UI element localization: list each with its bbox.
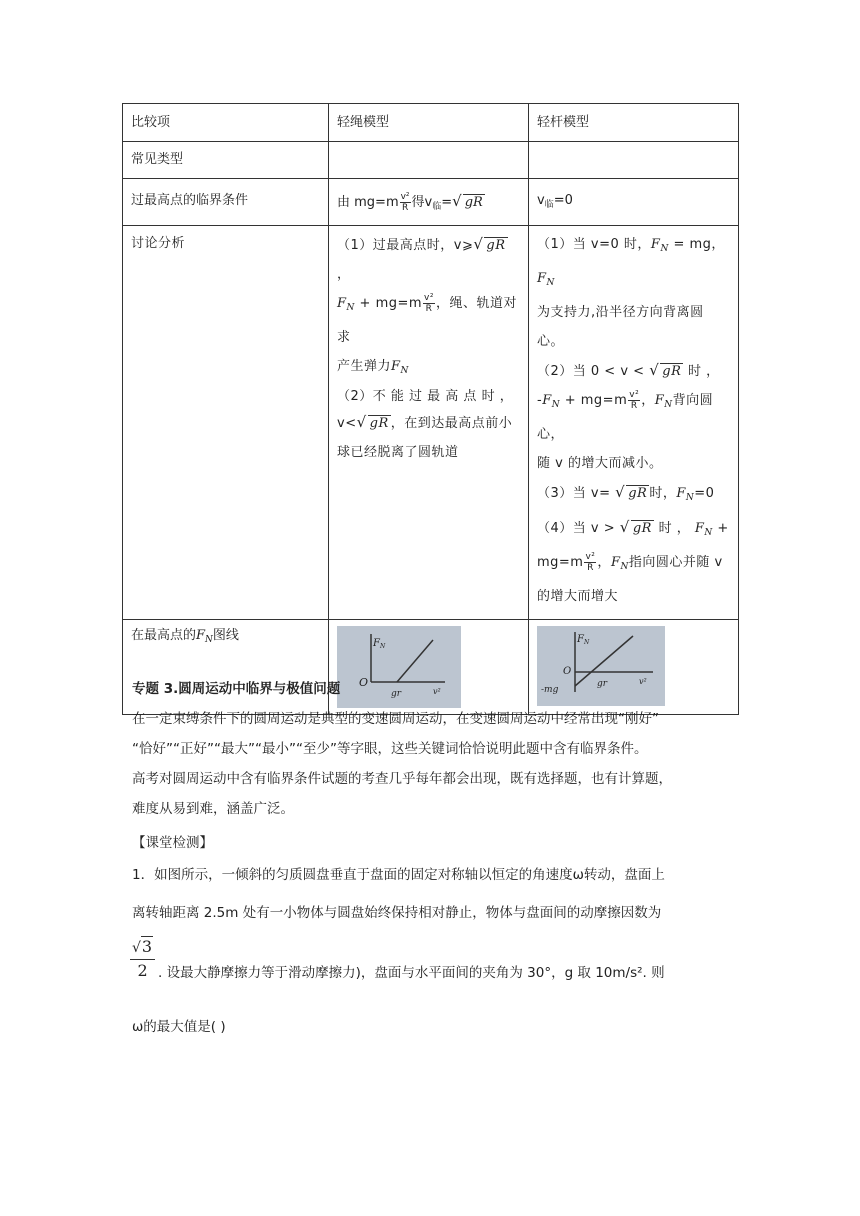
origin-label: O — [563, 666, 572, 677]
row-label-common-types: 常见类型 — [131, 152, 184, 167]
table-header-row — [123, 104, 739, 142]
paragraph-line: 高考对圆周运动中含有临界条件试题的考查几乎每年都会出现，既有选择题，也有计算题， — [132, 771, 672, 787]
negative-mg-label: -mg — [541, 685, 559, 695]
rod-critical-formula: $v_临=0$ — [537, 193, 573, 210]
critical-mark-label: gr — [391, 689, 402, 699]
header-rod-model: 轻杆模型 — [537, 115, 590, 130]
critical-mark-label: gr — [597, 679, 608, 689]
table-row — [123, 179, 739, 226]
header-compare-item: 比较项 — [131, 115, 171, 130]
paragraph-line: 难度从易到难，涵盖广泛。 — [132, 801, 294, 817]
x-axis-label: v² — [433, 687, 441, 696]
table-row — [123, 226, 739, 620]
paragraph-line: 在一定束缚条件下的圆周运动是典型的变速圆周运动，在变速圆周运动中经常出现“刚好” — [132, 711, 659, 727]
rope-analysis: （1）过最高点时，v⩾√ gR， $F_N + mg=m$ $\frac{\text{v²}}{R}$ ，绳、轨道对求 产生弹力$F_N$ （2）不 能 过 最 高 点 时 ， v<√ gR ，在到达最高点前小 球已经脱离了圆轨道 — [337, 235, 517, 460]
x-axis-label: v² — [639, 677, 647, 686]
row-label-critical-condition: 过最高点的临界条件 — [131, 193, 249, 208]
y-axis-label: $F_N$ — [373, 638, 386, 650]
rope-critical-formula: 由 mg=m $\frac{\text{v²}}{R}$ 得$v_临=√$ gR — [337, 192, 483, 213]
paragraph-line: “恰好”“正好”“最大”“最小”“至少”等字眼，这些关键词恰恰说明此题中含有临界条件。 — [132, 741, 648, 757]
section-title: 专题 3.圆周运动中临界与极值问题 — [132, 681, 341, 697]
comparison-table — [122, 103, 739, 715]
question-line: 离转轴距离 2.5m 处有一小物体与圆盘始终保持相对静止，物体与盘面间的动摩擦因数为 — [132, 905, 662, 921]
header-rope-model: 轻绳模型 — [337, 115, 390, 130]
row-label-graph: 在最高点的$F_N$图线 — [131, 628, 239, 645]
friction-coefficient-fraction: √3 2 — [130, 936, 155, 982]
sqrt-expression: gR — [464, 195, 483, 210]
class-test-heading: 【课堂检测】 — [132, 835, 213, 851]
row-label-analysis: 讨论分析 — [131, 236, 186, 251]
y-axis-label: $F_N$ — [577, 634, 590, 646]
question-line: ω的最大值是( ) — [132, 1019, 226, 1035]
fraction: $\frac{\text{v²}}{R}$ — [400, 192, 410, 213]
question-line: 1．如图所示，一倾斜的匀质圆盘垂直于盘面的固定对称轴以恒定的角速度ω转动，盘面上 — [132, 867, 665, 883]
question-line: . 设最大静摩擦力等于滑动摩擦力)，盘面与水平面间的夹角为 30°，g 取 10m/s². 则 — [158, 965, 665, 981]
table-row — [123, 142, 739, 179]
rod-analysis: （1）当 v=0 时，$F_N$ = mg，$F_N$ 为支持力,沿半径方向背离圆 心。 （2）当 0 < v < √ gR 时 ， $-F_N + mg=m$ $\frac{\text{v²}}{R}$ ，$F_N$背向圆心， 随 v 的增大而减小。 （3）当 v= √ gR 时，$F_N=0$ （4）当 v > √ gR 时 ， $F_N$ + mg=m $\frac{\text{v²}}{R}$ ，$F_N$指向圆心并随 v 的增大而增大 — [537, 237, 729, 604]
origin-label: O — [359, 676, 369, 689]
